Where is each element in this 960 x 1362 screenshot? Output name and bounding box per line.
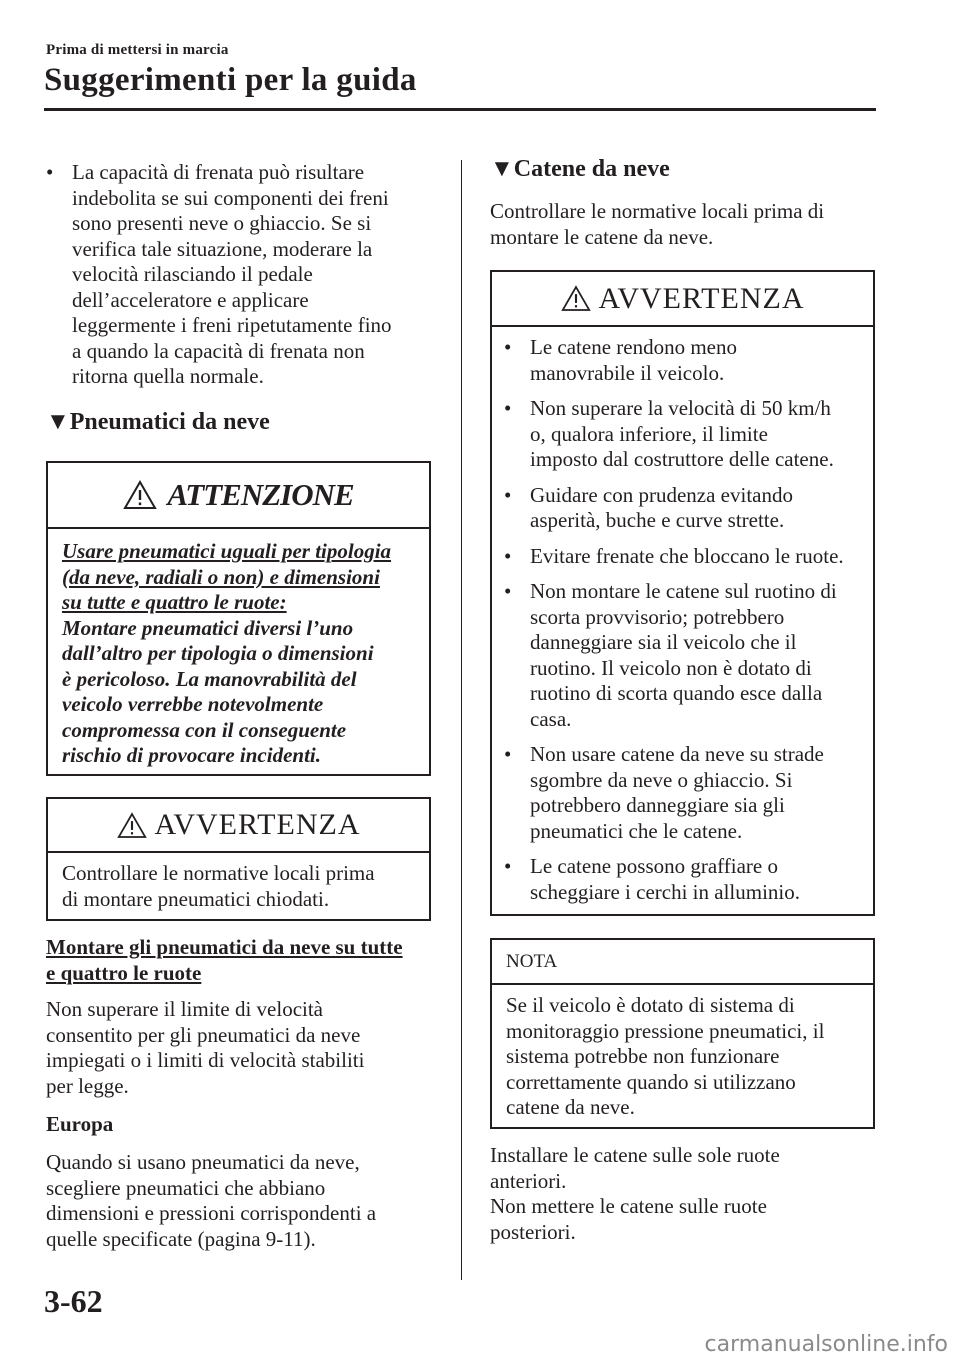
column-divider <box>461 160 462 1280</box>
bullet-icon: • <box>46 160 54 184</box>
text-line: Guidare con prudenza evitando <box>530 482 793 507</box>
warning-box-right <box>490 270 875 916</box>
text-line: Se il veicolo è dotato di sistema di <box>506 993 795 1017</box>
text-line: La capacità di frenata può risultare <box>72 160 365 184</box>
heading-catene <box>490 156 670 183</box>
text-line: Evitare frenate che bloccano le ruote. <box>530 543 844 568</box>
bullet-icon: • <box>504 854 512 878</box>
text-line: a quando la capacità di frenata non <box>72 338 365 363</box>
text-line: correttamente quando si utilizzano <box>506 1069 796 1094</box>
text-line: potrebbero danneggiare sia gli <box>530 793 785 817</box>
nota-header <box>492 940 873 985</box>
text-line: indebolita se sui componenti dei freni <box>72 185 389 210</box>
text-line: manovrabile il veicolo. <box>530 360 725 385</box>
europa-label: Europa <box>46 1112 114 1136</box>
text-line: scorta provvisorio; potrebbero <box>530 604 785 629</box>
heading-pneumatici <box>46 409 270 436</box>
warning-bullet-item <box>504 396 863 473</box>
text-line: quelle specificate (pagina 9-11). <box>46 1226 316 1251</box>
text-line: consentito per gli pneumatici da neve <box>46 1022 361 1047</box>
text-line: dell’acceleratore e applicare <box>72 287 309 312</box>
bullet-text <box>530 854 863 905</box>
text-line: compromessa con il conseguente <box>62 717 347 742</box>
text-line: casa. <box>530 706 572 731</box>
text-line: leggermente i freni ripetutamente fino <box>72 313 392 337</box>
page-title: Suggerimenti per la guida <box>44 62 417 98</box>
text-line: ruotino. Il veicolo non è dotato di <box>530 655 812 680</box>
text-line: per legge. <box>46 1073 129 1098</box>
text-line: posteriori. <box>490 1219 576 1244</box>
bullet-text <box>530 483 863 534</box>
page-number: 3-62 <box>44 1283 103 1319</box>
bullet-icon: • <box>504 335 512 359</box>
watermark: carmanualsonline.info <box>704 1332 948 1357</box>
warning-bullet-item <box>504 544 863 570</box>
text-line: rischio di provocare incidenti. <box>62 743 321 767</box>
text-line: Montare gli pneumatici da neve su tutte <box>46 935 403 959</box>
bullet-text <box>530 579 863 732</box>
warning-triangle-icon <box>117 812 147 839</box>
intro-bullet <box>46 160 446 390</box>
section-label: Prima di mettersi in marcia <box>46 42 229 58</box>
warning-bullet-item <box>504 483 863 534</box>
warning-bullet-item <box>504 742 863 844</box>
text-line: veicolo verrebbe notevolmente <box>62 692 324 716</box>
text-line: scegliere pneumatici che abbiano <box>46 1175 326 1200</box>
bullet-text <box>530 335 863 386</box>
paragraph-limite-velocita <box>46 997 446 1099</box>
nota-title: NOTA <box>506 950 558 972</box>
text-line: catene da neve. <box>506 1095 635 1119</box>
text-line: Non superare la velocità di 50 km/h <box>530 396 831 420</box>
text-line: Le catene rendono meno <box>530 335 737 359</box>
text-line: anteriori. <box>490 1168 567 1193</box>
text-line: monitoraggio pressione pneumatici, il <box>506 1018 825 1043</box>
text-line: sono presenti neve o ghiaccio. Se si <box>72 211 372 235</box>
text-line: montare le catene da neve. <box>490 224 714 249</box>
text-line: Controllare le normative locali prima di <box>490 199 825 223</box>
bullet-icon: • <box>504 543 512 568</box>
text-line: è pericoloso. La manovrabilità del <box>62 666 357 691</box>
text-line: (da neve, radiali o non) e dimensioni <box>62 564 380 589</box>
triangle-down-icon: ▼ <box>46 409 70 435</box>
catene-intro <box>490 199 880 250</box>
text-line: Montare pneumatici diversi l’uno <box>62 615 354 640</box>
text-line: dall’altro per tipologia o dimensioni <box>62 641 374 665</box>
text-line: ruotino di scorta quando esce dalla <box>530 681 823 705</box>
nota-box <box>490 938 875 1129</box>
warning-triangle-icon <box>561 285 591 312</box>
text-line: danneggiare sia il veicolo che il <box>530 630 797 654</box>
text-line: Le catene possono graffiare o <box>530 854 779 878</box>
warning-triangle-icon <box>123 480 157 510</box>
paragraph-europa <box>46 1150 446 1252</box>
warning-header-left <box>48 799 429 853</box>
text-line: su tutte e quattro le ruote: <box>62 590 287 614</box>
text-line: pneumatici che le catene. <box>530 818 743 843</box>
bullet-text <box>530 544 863 570</box>
text-line: Usare pneumatici uguali per tipologia <box>62 539 392 563</box>
text-line: scheggiare i cerchi in alluminio. <box>530 879 800 904</box>
text-line: o, qualora inferiore, il limite <box>530 421 768 446</box>
attention-header <box>48 463 429 529</box>
warning-header-right <box>492 272 873 327</box>
title-rule <box>44 108 876 111</box>
attention-underlined-text <box>62 539 415 616</box>
warning-bullets-right <box>492 327 873 905</box>
bullet-icon: • <box>504 579 512 603</box>
text-line: impiegati o i limiti di velocità stabiliti <box>46 1048 365 1072</box>
warning-title-left: AVVERTENZA <box>154 808 361 841</box>
intro-bullet-text <box>72 160 446 390</box>
bullet-text <box>530 742 863 844</box>
text-line: Quando si usano pneumatici da neve, <box>46 1150 360 1174</box>
text-line: velocità rilasciando il pedale <box>72 262 313 286</box>
text-line: Controllare le normative locali prima <box>62 861 375 885</box>
text-line: dimensioni e pressioni corrispondenti a <box>46 1201 377 1225</box>
text-line: ritorna quella normale. <box>72 364 264 388</box>
text-line: sistema potrebbe non funzionare <box>506 1044 780 1068</box>
text-line: Non mettere le catene sulle ruote <box>490 1194 767 1218</box>
text-line: asperità, buche e curve strette. <box>530 508 785 532</box>
bullet-icon: • <box>504 742 512 766</box>
warning-body-left <box>48 853 429 912</box>
bullet-icon: • <box>504 482 512 507</box>
attention-box <box>46 461 431 776</box>
text-line: imposto dal costruttore delle catene. <box>530 447 834 471</box>
text-line: di montare pneumatici chiodati. <box>62 886 330 911</box>
triangle-down-icon: ▼ <box>490 156 514 182</box>
bullet-text <box>530 396 863 473</box>
text-line: Installare le catene sulle sole ruote <box>490 1143 780 1167</box>
text-line: e quattro le ruote <box>46 960 202 985</box>
catene-outro <box>490 1143 880 1245</box>
attention-body <box>48 529 429 769</box>
bullet-icon: • <box>504 396 512 420</box>
attention-body-text <box>62 616 415 769</box>
warning-box-left <box>46 797 431 921</box>
heading-catene-text: Catene da neve <box>513 156 670 182</box>
text-line: verifica tale situazione, moderare la <box>72 236 373 261</box>
attention-title: ATTENZIONE <box>167 477 354 512</box>
nota-body <box>492 985 873 1121</box>
heading-pneumatici-text: Pneumatici da neve <box>69 409 270 435</box>
warning-title-right: AVVERTENZA <box>598 281 805 315</box>
warning-bullet-item <box>504 579 863 732</box>
text-line: sgombre da neve o ghiaccio. Si <box>530 767 793 792</box>
warning-bullet-item <box>504 854 863 905</box>
text-line: Non superare il limite di velocità <box>46 997 323 1021</box>
subheading-montare <box>46 935 446 986</box>
warning-bullet-item <box>504 335 863 386</box>
text-line: Non usare catene da neve su strade <box>530 742 824 766</box>
text-line: Non montare le catene sul ruotino di <box>530 579 837 603</box>
